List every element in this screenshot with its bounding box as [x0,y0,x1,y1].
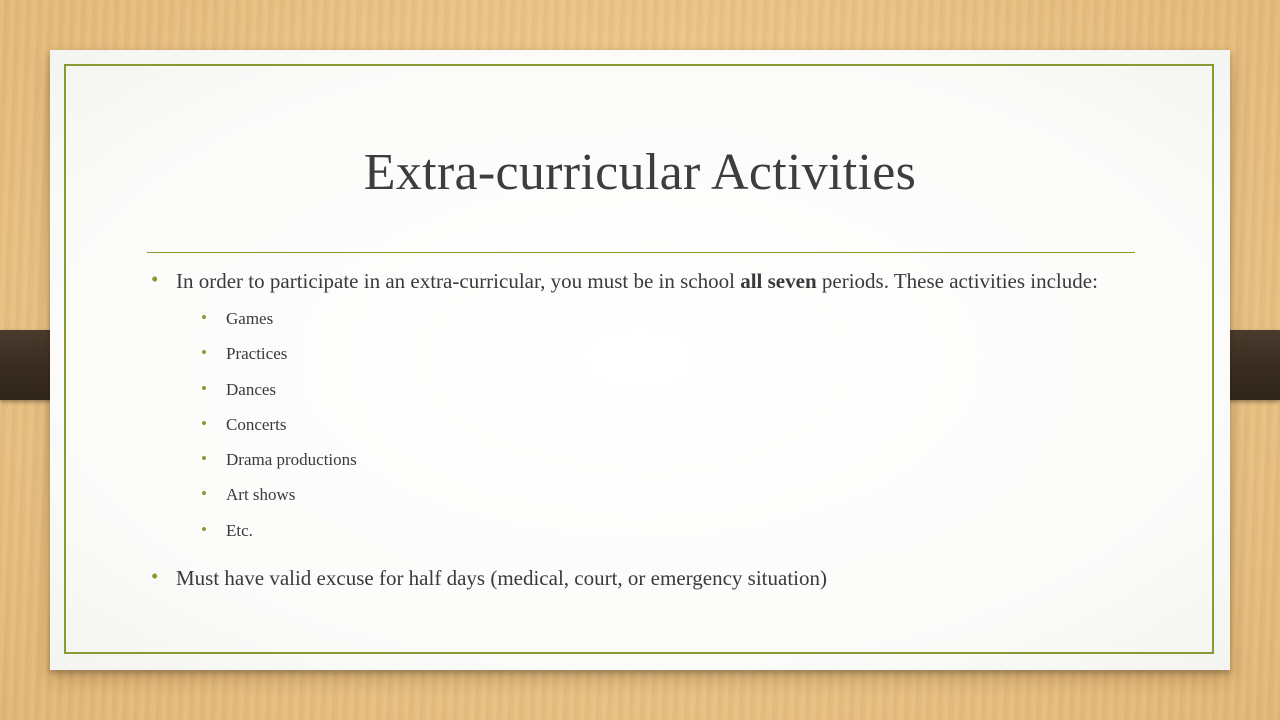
sub-bullet-item [196,520,1146,555]
sub-bullet-item [196,449,1146,484]
bullet-dot-icon: • [201,343,207,363]
sub-bullet-list [146,308,1146,555]
sub-bullet-item [196,484,1146,519]
bullet-dot-icon: • [201,308,207,327]
sub-bullet-text: Etc. [226,520,253,540]
sub-bullet-item [196,308,1146,343]
bullet-dot-icon: • [201,449,207,469]
bullet-dot-icon: • [201,484,207,504]
title-divider [147,252,1135,253]
slide-paper [50,50,1230,670]
bullet-text-end: periods. These activities include: [816,269,1098,293]
sub-bullet-text: Concerts [226,414,287,434]
bullet-text: Must have valid excuse for half days (medical, court, or emergency situation) [176,566,827,591]
sub-bullet-item [196,343,1146,378]
slide-content [146,268,1146,591]
bullet-item [146,268,1146,294]
bullet-text-bold: all seven [740,269,817,293]
bullet-dot-icon: • [201,519,207,539]
sub-bullet-text: Art shows [226,485,296,505]
bullet-item [146,565,1146,591]
bullet-dot-icon: • [151,564,159,589]
sub-bullet-text: Practices [226,344,288,364]
sub-bullet-item [196,414,1146,449]
slide-title: Extra-curricular Activities [363,144,917,201]
bullet-text-start: In order to participate in an extra-curricular, you must be in school [176,269,741,293]
sub-bullet-text: Games [226,309,274,328]
bullet-dot-icon: • [201,378,207,398]
bullet-dot-icon: • [201,413,207,433]
sub-bullet-text: Drama productions [226,450,357,470]
sub-bullet-text: Dances [226,379,277,399]
sub-bullet-item [196,379,1146,414]
bullet-dot-icon: • [151,267,159,291]
